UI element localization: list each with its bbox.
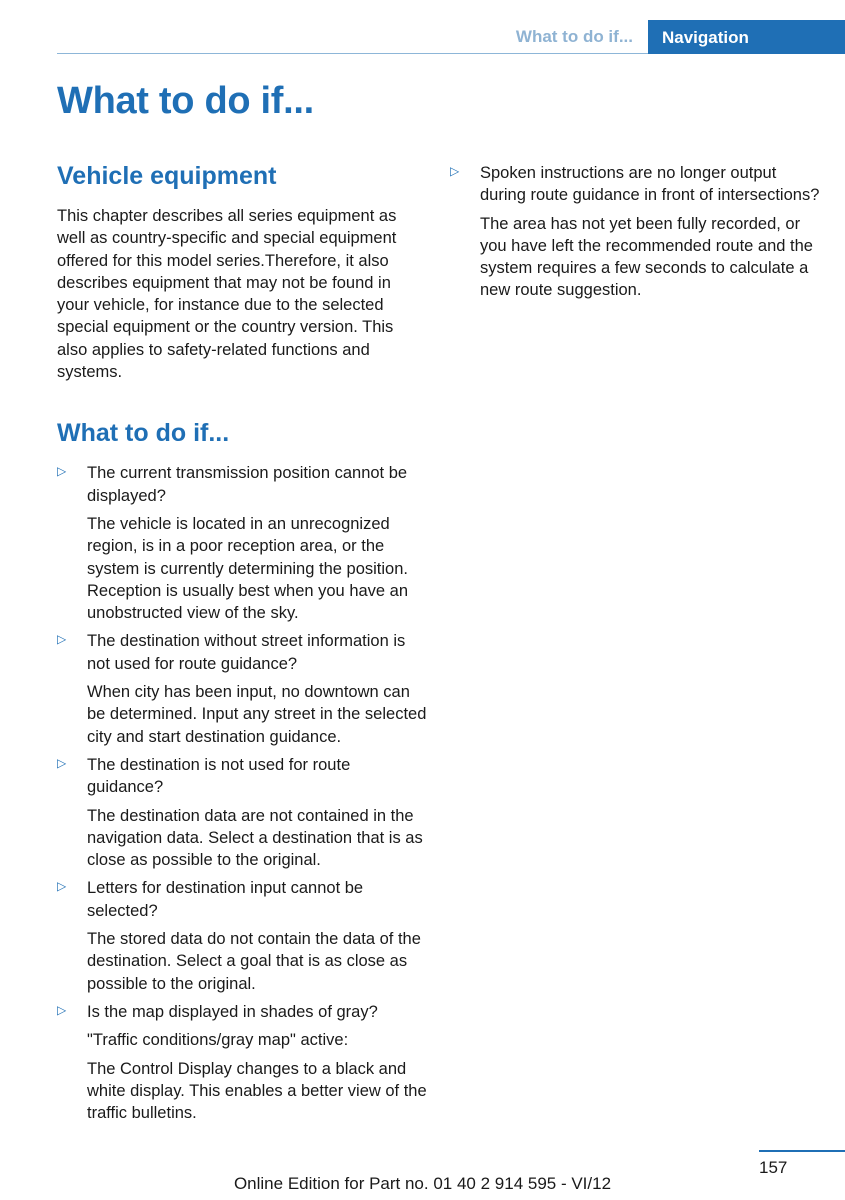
right-column — [450, 162, 820, 308]
header-section-label: What to do if... — [515, 27, 633, 46]
page-title: What to do if... — [57, 80, 314, 122]
faq-item — [57, 877, 427, 994]
faq-question: The destination without street information is not used for route guidance? — [87, 632, 406, 673]
faq-answer: The area has not yet been fully recorded, or you have left the recommended route and the system requires a few seconds to calculate a new route suggestion. — [480, 214, 813, 300]
left-column — [57, 162, 427, 1130]
faq-answer: The destination data are not contained in the navigation data. Select a destination that is as close as possible to the original. — [87, 806, 423, 870]
section-heading-vehicle-equipment: Vehicle equipment — [57, 162, 277, 190]
faq-item — [450, 162, 820, 302]
faq-item — [57, 754, 427, 871]
bullet-triangle-icon: ▷ — [57, 879, 67, 894]
faq-item — [57, 462, 427, 624]
faq-question: The destination is not used for route guidance? — [87, 755, 351, 797]
section-heading-what-to-do-if: What to do if... — [57, 419, 230, 448]
faq-answer: When city has been input, no downtown can be determined. Input any street in the selected city and start destination guidance. — [87, 683, 427, 746]
bullet-triangle-icon: ▷ — [57, 632, 67, 647]
faq-question: Spoken instructions are no longer output during route guidance in front of intersections? — [480, 164, 820, 205]
footer-edition-note: Online Edition for Part no. 01 40 2 914 595 - VI/12 — [233, 1174, 612, 1193]
faq-list-right — [450, 162, 820, 302]
bullet-triangle-icon: ▷ — [57, 755, 67, 770]
header-chapter-tab: Navigation — [648, 20, 845, 54]
faq-answer: The vehicle is located in an unrecognized region, is in a poor reception area, or the system is currently determining the position. Reception is usually best when you have an unobstructed view of the sky. — [87, 514, 409, 623]
faq-answer: The stored data do not contain the data of the destination. Select a goal that is as close as possible to the original. — [87, 930, 421, 993]
bullet-triangle-icon: ▷ — [57, 464, 67, 479]
faq-answer: "Traffic conditions/gray map" active: — [87, 1031, 349, 1050]
bullet-triangle-icon: ▷ — [450, 164, 460, 178]
bullet-triangle-icon: ▷ — [57, 1002, 67, 1017]
faq-item — [57, 630, 427, 747]
faq-answer: The Control Display changes to a black and white display. This enables a better view of the traffic bulletins. — [87, 1059, 427, 1123]
faq-item — [57, 1001, 427, 1124]
faq-question: Letters for destination input cannot be selected? — [87, 879, 364, 920]
intro-paragraph: This chapter describes all series equipment as well as country-specific and special equipment offered for this model series.Therefore, it also describes equipment that may not be found in your vehicle, for instance due to the selected special equipment or the country version. This also applies to safety-related functions and systems. — [57, 207, 397, 382]
page-number-rule — [759, 1150, 845, 1152]
page-number: 157 — [759, 1158, 788, 1177]
faq-list-left — [57, 462, 427, 1124]
faq-question: The current transmission position cannot be displayed? — [87, 464, 408, 505]
faq-question: Is the map displayed in shades of gray? — [87, 1002, 378, 1021]
